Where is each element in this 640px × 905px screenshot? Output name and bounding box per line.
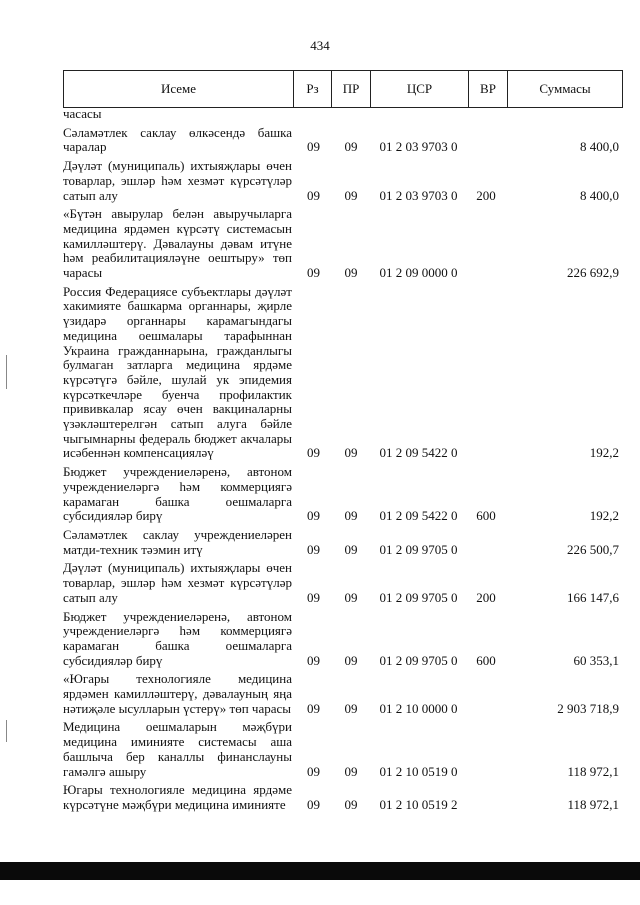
- page-number: 434: [310, 38, 330, 53]
- cell-name: Сәламәтлек саклау өлкәсендә башка чаралар: [63, 124, 292, 155]
- cell-rz: 09: [307, 652, 320, 668]
- budget-table: [63, 107, 625, 813]
- cell-rz: 09: [307, 796, 320, 812]
- table-row: [63, 557, 625, 605]
- cell-sum: 192,2: [589, 445, 619, 461]
- cell-pr: 09: [344, 700, 358, 716]
- cell-csr: 01 2 03 9703 0: [379, 187, 458, 203]
- cell-vr: [467, 203, 505, 281]
- cell-vr: [467, 122, 505, 155]
- cell-pr: 09: [344, 187, 358, 203]
- cell-csr: 01 2 10 0519 0: [379, 763, 458, 779]
- table-row: [63, 524, 625, 557]
- cell-sum: 118 972,1: [567, 763, 619, 779]
- table-row: [63, 606, 625, 669]
- cell-rz: 09: [307, 589, 320, 605]
- scan-bottom-bar: [0, 862, 640, 880]
- cell-csr: 01 2 03 9703 0: [379, 139, 458, 155]
- cell-rz: 09: [307, 445, 320, 461]
- cell-csr: 01 2 09 5422 0: [379, 445, 458, 461]
- cell-pr: 09: [344, 796, 358, 812]
- cell-vr: 200: [476, 187, 496, 203]
- cell-sum: 226 692,9: [567, 265, 619, 281]
- cell-vr: [467, 668, 505, 716]
- table-row: [63, 107, 625, 122]
- column-header-rz: Рз: [294, 71, 332, 108]
- cell-rz: 09: [307, 700, 320, 716]
- column-header-name: Исеме: [64, 71, 294, 108]
- cell-csr: 01 2 10 0000 0: [379, 700, 458, 716]
- cell-csr: 01 2 09 0000 0: [379, 265, 458, 281]
- cell-vr: [467, 107, 505, 122]
- column-header-vr: ВР: [469, 71, 508, 108]
- cell-sum: 8 400,0: [580, 187, 619, 203]
- cell-vr: [467, 524, 505, 557]
- cell-pr: 09: [344, 508, 358, 524]
- cell-sum: [505, 107, 625, 122]
- table-row: [63, 155, 625, 203]
- cell-csr: 01 2 09 9705 0: [379, 652, 458, 668]
- cell-rz: [295, 107, 332, 122]
- table-row: [63, 779, 625, 812]
- cell-pr: 09: [344, 265, 358, 281]
- cell-vr: [467, 281, 505, 461]
- cell-name: Бюджет учреждениеләренә, автоном учреждениеләргә һәм коммерциягә карамаган башка оешмаларга субсидияләр бирү: [63, 464, 292, 524]
- cell-pr: 09: [344, 541, 358, 557]
- table-row: [63, 281, 625, 461]
- cell-csr: [370, 107, 467, 122]
- cell-name: «Югары технологияле медицина ярдәмен камилләштерү, дәвалауның яңа нәтиҗәле ысулларын үстерү» төп чарасы: [63, 671, 292, 716]
- scan-artifact: [6, 355, 7, 389]
- cell-name: Медицина оешмаларын мәҗбүри медицина иминияте системасы аша башлыча бер каналлы финанслауны гамәлгә ашыру: [63, 719, 292, 779]
- cell-csr: 01 2 09 5422 0: [379, 508, 458, 524]
- cell-csr: 01 2 09 9705 0: [379, 589, 458, 605]
- table-row: [63, 668, 625, 716]
- cell-pr: 09: [344, 139, 358, 155]
- cell-sum: 118 972,1: [567, 796, 619, 812]
- cell-name: Югары технологияле медицина ярдәме күрсәтүне мәҗбүри медицина иминияте: [63, 782, 292, 812]
- cell-name: часасы: [63, 106, 102, 121]
- table-row: [63, 122, 625, 155]
- cell-sum: 226 500,7: [567, 541, 619, 557]
- cell-name: Дәүләт (муниципаль) ихтыяҗлары өчен товарлар, эшләр һәм хезмәт күрсәтүләр сатып алу: [63, 158, 292, 203]
- table-header: [63, 70, 623, 108]
- cell-sum: 166 147,6: [567, 589, 619, 605]
- cell-pr: 09: [344, 763, 358, 779]
- cell-name: Сәламәтлек саклау учреждениеләрен матди-техник тәэмин итү: [63, 526, 292, 557]
- table-row: [63, 716, 625, 779]
- table-row: [63, 203, 625, 281]
- cell-sum: 2 903 718,9: [557, 700, 619, 716]
- cell-name: Россия Федерациясе субъектлары дәүләт хакимияте башкарма органнары, җирле үзидарә органнары карамагындагы медицина оешмалары тарафыннан Украина гражданнарына, гражданлыгы булмаган затларга медицина ярдәме күрсәтүгә бәйле, шулай ук эпидемия күрсәткечләре буенча профилактик прививкалар ясау өчен вакциналарны үзәкләштерелгән сатып алуга бәйле чыгымнарны федераль бюджет акчалары исәбеннән компенсацияләү: [63, 283, 292, 461]
- table-row: [63, 461, 625, 524]
- cell-sum: 8 400,0: [580, 139, 619, 155]
- cell-vr: 600: [476, 508, 496, 524]
- cell-vr: [467, 716, 505, 779]
- cell-name: «Бүтән авырулар белән авыручыларга медицина ярдәмен күрсәтү системасын камилләштерү. Дәвалауны дәвам итүне һәм реабилитацияләүне оештыру» төп чарасы: [63, 206, 292, 281]
- cell-pr: 09: [344, 652, 358, 668]
- cell-pr: 09: [344, 445, 358, 461]
- cell-rz: 09: [307, 508, 320, 524]
- scan-artifact: [6, 720, 7, 742]
- cell-rz: 09: [307, 265, 320, 281]
- cell-name: Бюджет учреждениеләренә, автоном учреждениеләргә һәм коммерциягә карамаган башка оешмаларга субсидияләр бирү: [63, 608, 292, 668]
- cell-pr: [332, 107, 370, 122]
- cell-vr: 600: [476, 652, 496, 668]
- cell-sum: 60 353,1: [573, 652, 619, 668]
- column-header-sum: Суммасы: [508, 71, 623, 108]
- cell-vr: 200: [476, 589, 496, 605]
- cell-sum: 192,2: [589, 508, 619, 524]
- cell-csr: 01 2 10 0519 2: [379, 796, 458, 812]
- cell-pr: 09: [344, 589, 358, 605]
- column-header-csr: ЦСР: [371, 71, 469, 108]
- cell-rz: 09: [307, 187, 320, 203]
- cell-name: Дәүләт (муниципаль) ихтыяҗлары өчен товарлар, эшләр һәм хезмәт күрсәтүләр сатып алу: [63, 560, 292, 605]
- cell-rz: 09: [307, 139, 320, 155]
- cell-rz: 09: [307, 541, 320, 557]
- cell-rz: 09: [307, 763, 320, 779]
- column-header-pr: ПР: [332, 71, 371, 108]
- cell-vr: [467, 779, 505, 812]
- cell-csr: 01 2 09 9705 0: [379, 541, 458, 557]
